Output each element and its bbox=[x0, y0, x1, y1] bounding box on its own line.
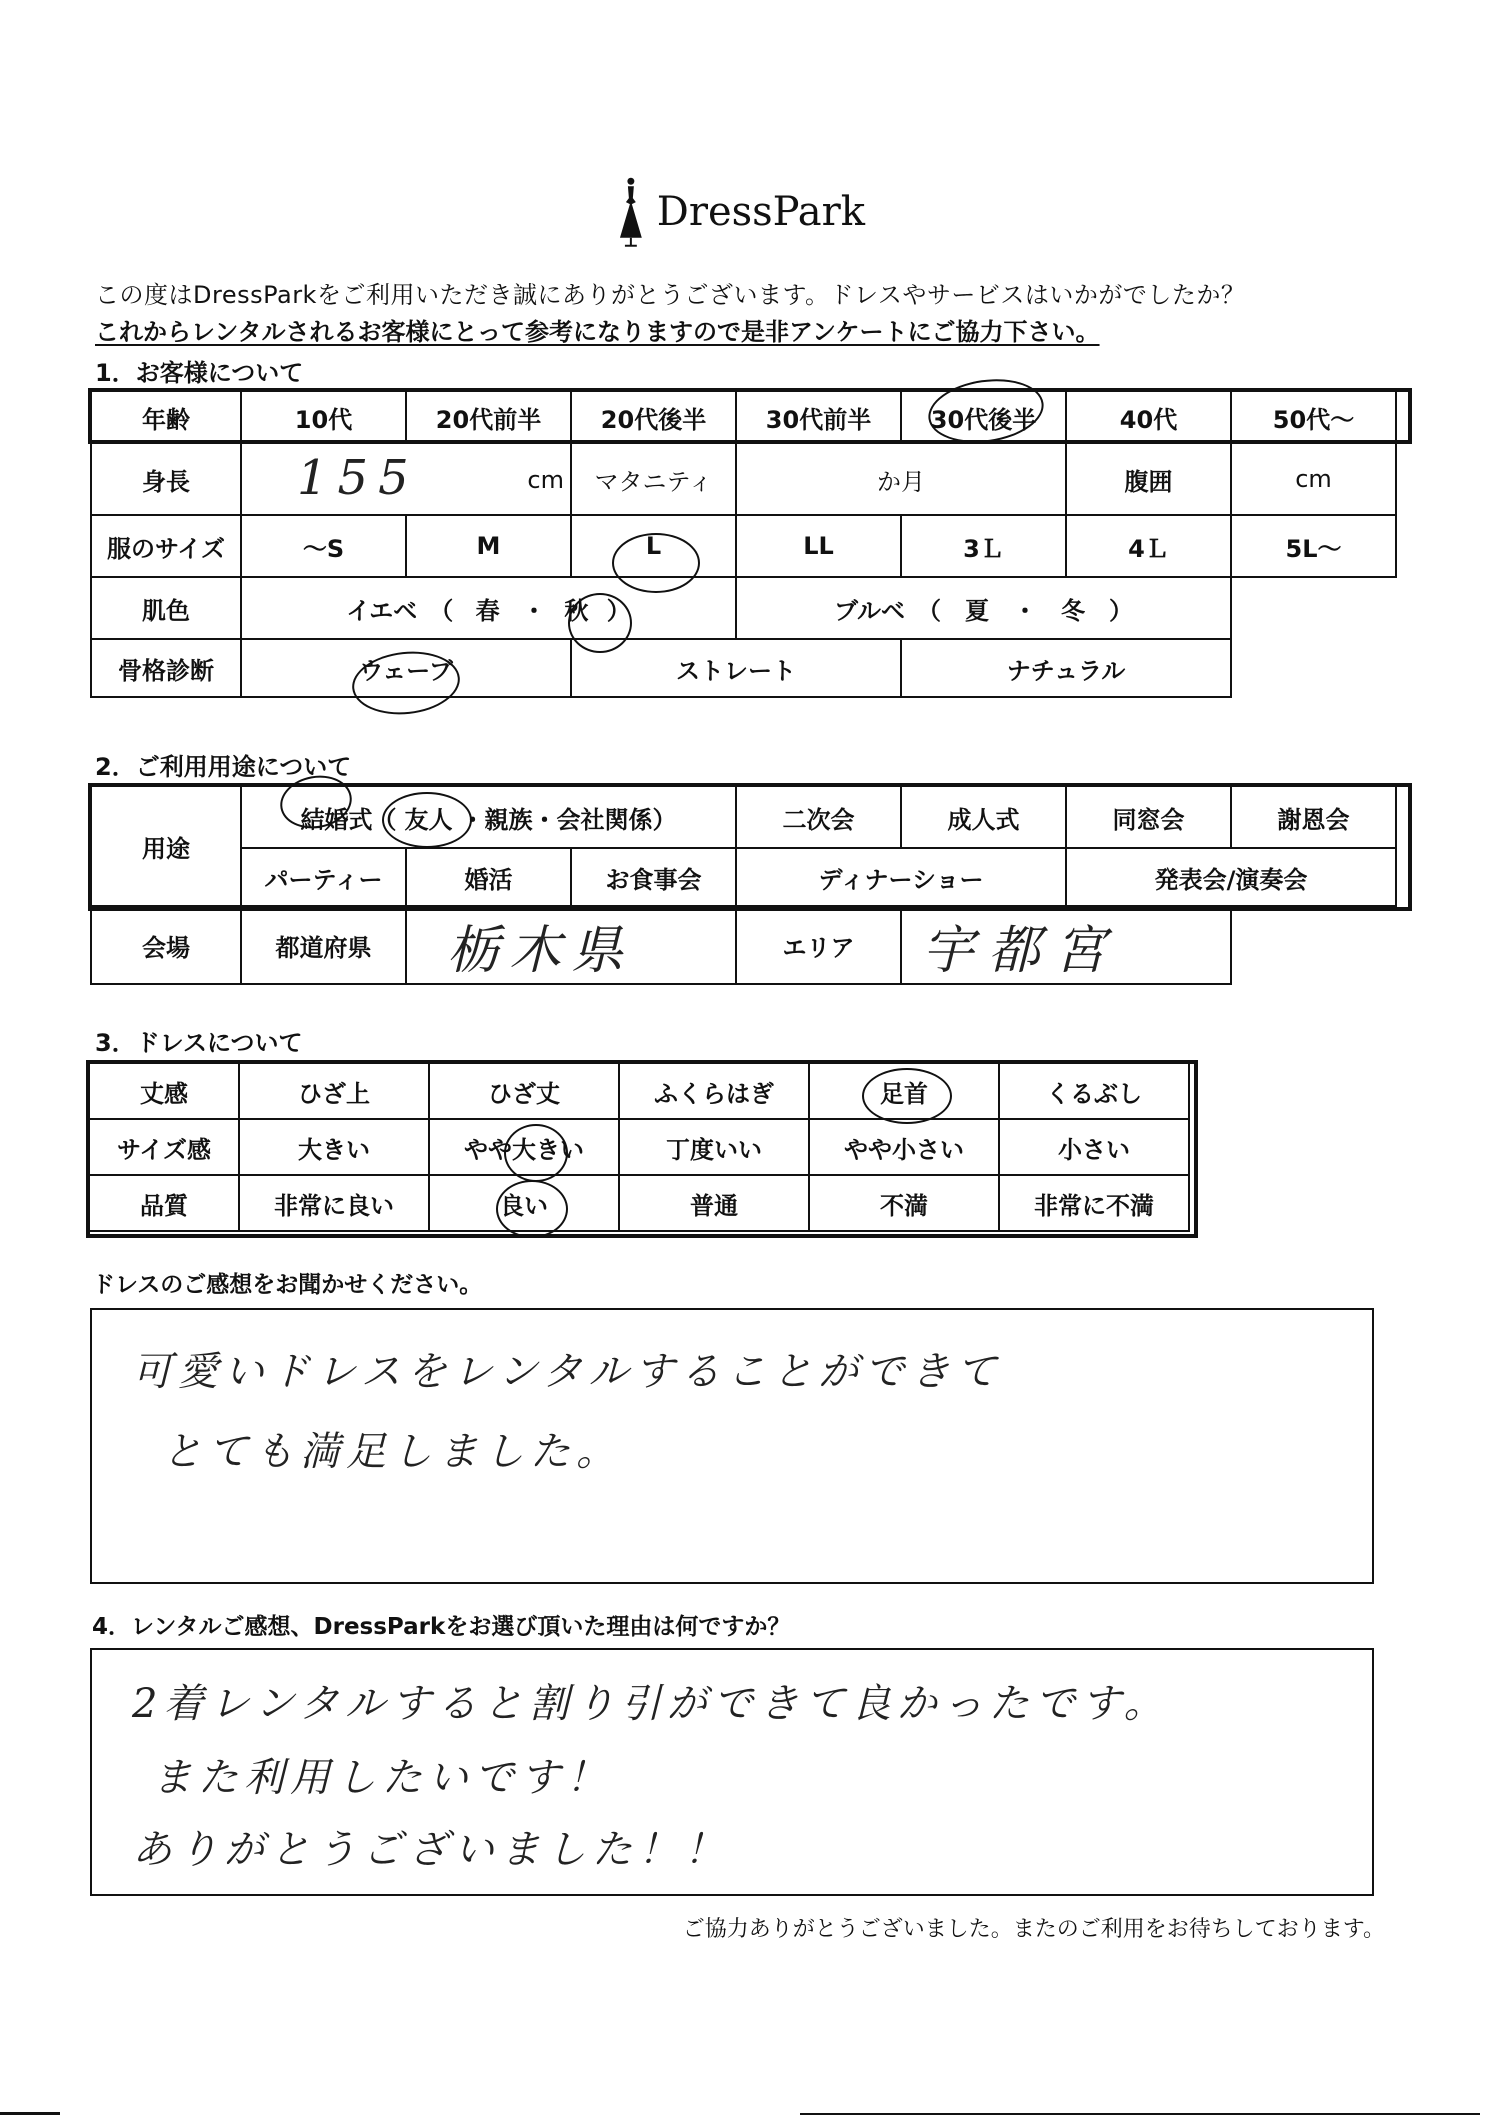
usage-label: 用途 bbox=[91, 786, 241, 906]
skin-autumn-selected[interactable]: 秋 bbox=[564, 596, 589, 625]
wedding-friend-selected[interactable]: 友人 bbox=[404, 805, 453, 834]
age-option[interactable]: 40代 bbox=[1066, 391, 1231, 443]
dress-icon bbox=[615, 176, 647, 248]
age-option[interactable]: 30代前半 bbox=[736, 391, 901, 443]
usage-option[interactable]: お食事会 bbox=[571, 848, 736, 906]
usage-option[interactable]: 成人式 bbox=[901, 786, 1066, 848]
wedding-paren-close: ） bbox=[652, 805, 677, 834]
length-label: 丈感 bbox=[89, 1063, 239, 1119]
usage-row-2 bbox=[91, 848, 1396, 906]
venue-row bbox=[91, 906, 1396, 984]
usage-option[interactable]: 同窓会 bbox=[1066, 786, 1231, 848]
length-option[interactable]: ひざ上 bbox=[239, 1063, 429, 1119]
reason-line-3: ありがとうございました！！ bbox=[132, 1827, 730, 1873]
impression-prompt: ドレスのご感想をお聞かせください。 bbox=[92, 1272, 483, 1298]
area-value: 宇都宮 bbox=[922, 920, 1121, 981]
age-option-selected[interactable]: 30代後半 bbox=[901, 391, 1066, 443]
usage-option[interactable]: 婚活 bbox=[406, 848, 571, 906]
quality-option[interactable]: 非常に不満 bbox=[999, 1175, 1189, 1231]
age-option[interactable]: 10代 bbox=[241, 391, 406, 443]
height-label: 身長 bbox=[91, 443, 241, 515]
wedding-option[interactable] bbox=[241, 786, 736, 848]
skin-yellow-prefix: イエベ （ bbox=[346, 596, 454, 625]
fit-option[interactable]: やや小さい bbox=[809, 1119, 999, 1175]
fit-option-selected[interactable]: やや大きい bbox=[429, 1119, 619, 1175]
section-3-title: 3．ドレスについて bbox=[95, 1029, 303, 1057]
fit-label: サイズ感 bbox=[89, 1119, 239, 1175]
venue-label: 会場 bbox=[91, 906, 241, 984]
wedding-paren-open: （ bbox=[372, 805, 397, 834]
reason-textbox[interactable] bbox=[90, 1648, 1374, 1896]
maternity-label: マタニティ bbox=[571, 443, 736, 515]
empty-cell bbox=[1231, 577, 1396, 639]
usage-option[interactable]: 発表会/演奏会 bbox=[1066, 848, 1396, 906]
empty-cell bbox=[1231, 639, 1396, 697]
size-row bbox=[91, 515, 1396, 577]
wedding-relatives: ・親族・会社関係 bbox=[460, 805, 653, 834]
reason-line-2: また利用したいです！ bbox=[152, 1755, 612, 1801]
skin-yellow-suffix: ） bbox=[606, 596, 631, 625]
footer-line-right bbox=[800, 2113, 1480, 2115]
footer-line-left bbox=[0, 2112, 60, 2115]
length-option[interactable]: ひざ丈 bbox=[429, 1063, 619, 1119]
height-unit: cm bbox=[527, 466, 564, 494]
size-option[interactable]: M bbox=[406, 515, 571, 577]
size-option[interactable]: 3Ｌ bbox=[901, 515, 1066, 577]
prefecture-field[interactable] bbox=[406, 906, 736, 984]
height-field[interactable] bbox=[241, 443, 571, 515]
section-4-title: 4．レンタルご感想、DressParkをお選び頂いた理由は何ですか？ bbox=[92, 1614, 791, 1640]
size-option[interactable]: 4Ｌ bbox=[1066, 515, 1231, 577]
impression-line-1: 可愛いドレスをレンタルすることができて bbox=[132, 1349, 1003, 1395]
frame-label: 骨格診断 bbox=[91, 639, 241, 697]
height-value: 155 bbox=[297, 450, 419, 506]
prefecture-label: 都道府県 bbox=[241, 906, 406, 984]
wedding-selected[interactable]: 結婚式 bbox=[300, 805, 373, 834]
usage-row-1 bbox=[91, 786, 1396, 848]
length-row bbox=[89, 1063, 1189, 1119]
frame-option-selected[interactable]: ウェーブ bbox=[241, 639, 571, 697]
empty-cell bbox=[1231, 906, 1396, 984]
dress-table bbox=[88, 1062, 1190, 1232]
section-1-title: 1．お客様について bbox=[95, 359, 304, 387]
quality-row bbox=[89, 1175, 1189, 1231]
quality-option-selected[interactable]: 良い bbox=[429, 1175, 619, 1231]
quality-label: 品質 bbox=[89, 1175, 239, 1231]
maternity-unit[interactable]: か月 bbox=[736, 443, 1066, 515]
frame-option[interactable]: ナチュラル bbox=[901, 639, 1231, 697]
usage-option[interactable]: 謝恩会 bbox=[1231, 786, 1396, 848]
skin-yellow[interactable] bbox=[241, 577, 736, 639]
age-option[interactable]: 20代後半 bbox=[571, 391, 736, 443]
area-label: エリア bbox=[736, 906, 901, 984]
usage-table bbox=[90, 785, 1397, 985]
size-option-selected[interactable]: L bbox=[571, 515, 736, 577]
quality-option[interactable]: 非常に良い bbox=[239, 1175, 429, 1231]
age-option[interactable]: 20代前半 bbox=[406, 391, 571, 443]
usage-option[interactable]: パーティー bbox=[241, 848, 406, 906]
quality-option[interactable]: 普通 bbox=[619, 1175, 809, 1231]
fit-row bbox=[89, 1119, 1189, 1175]
waist-label: 腹囲 bbox=[1066, 443, 1231, 515]
customer-table bbox=[90, 390, 1397, 698]
usage-option[interactable]: ディナーショー bbox=[736, 848, 1066, 906]
area-field[interactable] bbox=[901, 906, 1231, 984]
prefecture-value: 栃木県 bbox=[447, 920, 634, 981]
size-option[interactable]: 5L～ bbox=[1231, 515, 1396, 577]
reason-line-1: 2着レンタルすると割り引ができて良かったです。 bbox=[132, 1681, 1170, 1727]
usage-option[interactable]: 二次会 bbox=[736, 786, 901, 848]
age-option[interactable]: 50代～ bbox=[1231, 391, 1396, 443]
impression-textbox[interactable] bbox=[90, 1308, 1374, 1584]
skin-blue[interactable]: ブルベ （ 夏 ・ 冬 ） bbox=[736, 577, 1231, 639]
skin-row bbox=[91, 577, 1396, 639]
intro-text: この度はDressParkをご利用いただき誠にありがとうございます。ドレスやサービスはいかがでしたか？ bbox=[95, 281, 1246, 309]
height-row bbox=[91, 443, 1396, 515]
age-row bbox=[91, 391, 1396, 443]
intro-request: これからレンタルされるお客様にとって参考になりますので是非アンケートにご協力下さい。 bbox=[95, 318, 1100, 346]
length-option[interactable]: ふくらはぎ bbox=[619, 1063, 809, 1119]
length-option[interactable]: くるぶし bbox=[999, 1063, 1189, 1119]
waist-unit[interactable]: cm bbox=[1231, 443, 1396, 515]
length-option-selected[interactable]: 足首 bbox=[809, 1063, 999, 1119]
skin-dot: ・ bbox=[522, 596, 547, 625]
impression-line-2: とても満足しました。 bbox=[162, 1429, 622, 1475]
skin-label: 肌色 bbox=[91, 577, 241, 639]
quality-option[interactable]: 不満 bbox=[809, 1175, 999, 1231]
frame-row bbox=[91, 639, 1396, 697]
section-2-title: 2．ご利用用途について bbox=[95, 753, 352, 781]
closing-message: ご協力ありがとうございました。またのご利用をお待ちしております。 bbox=[682, 1917, 1385, 1942]
fit-option[interactable]: 丁度いい bbox=[619, 1119, 809, 1175]
fit-option[interactable]: 大きい bbox=[239, 1119, 429, 1175]
size-label: 服のサイズ bbox=[91, 515, 241, 577]
skin-spring[interactable]: 春 bbox=[475, 596, 500, 625]
size-option[interactable]: LL bbox=[736, 515, 901, 577]
fit-option[interactable]: 小さい bbox=[999, 1119, 1189, 1175]
size-option[interactable]: ～S bbox=[241, 515, 406, 577]
age-label: 年齢 bbox=[91, 391, 241, 443]
frame-option[interactable]: ストレート bbox=[571, 639, 901, 697]
brand-name: DressPark bbox=[656, 189, 865, 235]
brand-logo bbox=[615, 172, 865, 252]
